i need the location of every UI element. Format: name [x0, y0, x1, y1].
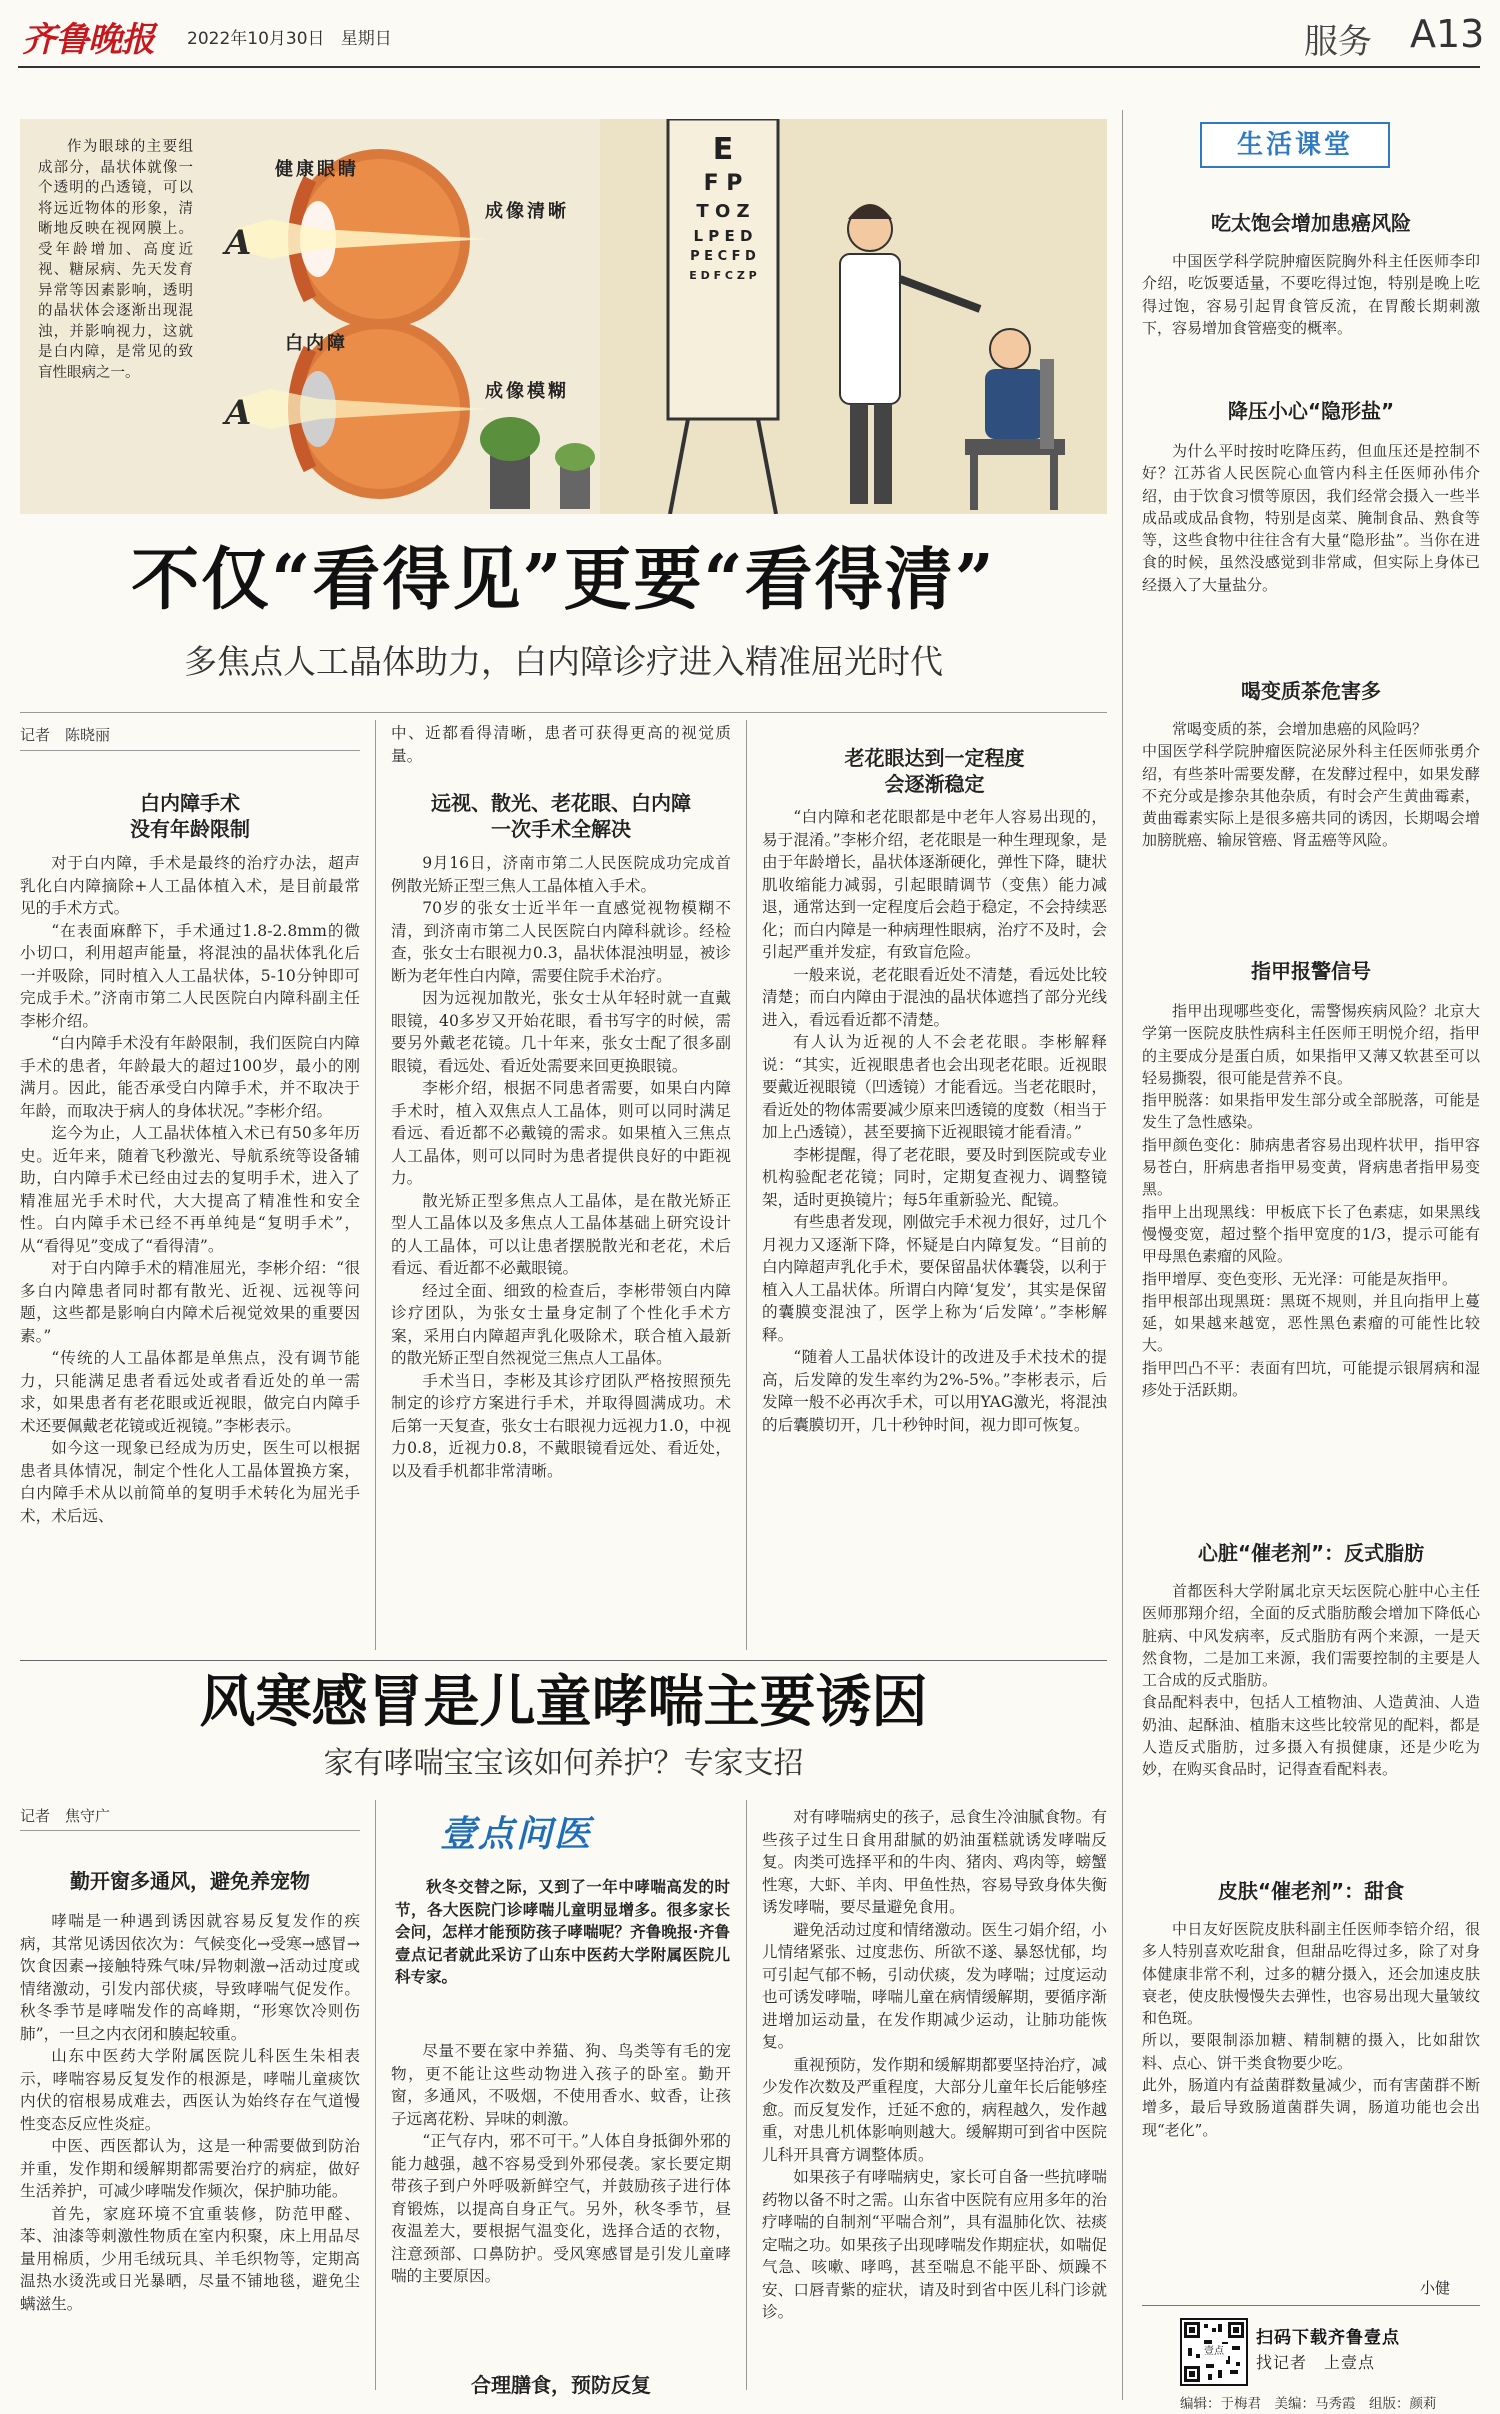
sidebar-body-2: 为什么平时按时吃降压药，但血压还是控制不好？江苏省人民医院心血管内科主任医师孙伟介绍，由于饮食习惯等原因，我们经常会摄入一些半成品或成品食物，特别是卤菜、腌制食品、熟食等等，这些食物中往往含有大量“隐形盐”。当你在进食的时候，虽然没感觉到非常咸，但实际上身体已经摄入了大量盐分。: [1142, 442, 1480, 594]
section-name: 服务: [1304, 22, 1372, 62]
article1-subtitle: 多焦点人工晶体助力，白内障诊疗进入精准屈光时代: [184, 642, 943, 681]
article2-byline: 记者 焦守广: [20, 1807, 111, 1825]
issue-weekday: 星期日: [340, 29, 392, 49]
article2-col3-body: 对有哮喘病史的孩子，忌食生冷油腻食物。有些孩子过生日食用甜腻的奶油蛋糕就诱发哮喘反复。肉类可选择平和的牛肉、猪肉、鸡肉等，螃蟹性寒，大虾、羊肉、甲鱼性热，容易导致身体失衡诱发哮喘，要尽量避免食用。 避免活动过度和情绪激动。医生刁娟介绍，小儿情绪紧张、过度悲伤、所欲不遂、暴怒忧郁，均可引起气郁不畅，引动伏痰，发为哮喘；过度运动也可诱发哮喘，哮喘儿童在病情缓解期，要循序渐进增加运动量，在发作期减少运动，让肺功能恢复。 重视预防，发作期和缓解期都要坚持治疗，减少发作次数及严重程度，大部分儿童年长后能够痊愈。而反复发作，迁延不愈的，病程越久，发作越重，对患儿机体影响则越大。缓解期可到省中医院儿科开具膏方调整体质。 如果孩子有哮喘病史，家长可自备一些抗哮喘药物以备不时之需。山东省中医院有应用多年的治疗哮喘的自制剂“平喘合剂”，具有温肺化饮、祛痰定喘之功。如果孩子出现哮喘发作期症状，如喘促气急、咳嗽、哮鸣，甚至喘息不能平卧、烦躁不安、口唇青紫的症状，请及时到省中医儿科门诊就诊。: [762, 1808, 1107, 2321]
page-credits: 编辑：于梅君 美编：马秀霞 组版：颜莉: [1180, 2396, 1437, 2412]
qr-code-icon[interactable]: [1180, 2318, 1248, 2386]
sidebar-body-6: 中日友好医院皮肤科副主任医师李锫介绍，很多人特别喜欢吃甜食，但甜品吃得过多，除了对身体健康非常不利，过多的糖分摄入，还会加速皮肤衰老，使皮肤慢慢失去弹性，也容易出现大量皱纹和色斑。 所以，要限制添加糖、精制糖的摄入，比如甜饮料、点心、饼干类食物要少吃。 此外，肠道内有益菌群数量减少，而有害菌群不断增多，最后导致肠道菌群失调，肠道功能也会出现“老化”。: [1142, 1920, 1480, 2139]
sidebar-heading-6: 皮肤“催老剂”：甜食: [1217, 1879, 1405, 1903]
svg-text:A: A: [225, 393, 252, 433]
sidebar-body-1: 中国医学科学院肿瘤医院胸外科主任医师李印介绍，吃饭要适量，不要吃得过饱，特别是晚上吃得过饱，容易引起胃食管反流，在胃酸长期刺激下，容易增加食管癌变的概率。: [1142, 252, 1480, 337]
badge-yidian-wenyi: 壹点问医: [440, 1814, 593, 1855]
article2-intro: 秋冬交替之际，又到了一年中哮喘高发的时节，各大医院门诊哮喘儿童明显增多。很多家长会问，怎样才能预防孩子哮喘呢？齐鲁晚报·齐鲁壹点记者就此采访了山东中医药大学附属医院儿科专家。: [395, 1878, 730, 1986]
article1-col2-lead: 中、近都看得清晰，患者可获得更高的视觉质量。: [391, 724, 731, 765]
label-healthy-eye: 健康眼睛: [275, 159, 359, 180]
sidebar-body-4: 指甲出现哪些变化，需警惕疾病风险？北京大学第一医院皮肤性病科主任医师王明悦介绍，指甲的主要成分是蛋白质，如果指甲又薄又软甚至可以轻易撕裂，很可能是营养不良。 指甲脱落：如果指甲发生部分或全部脱落，可能是发生了急性感染。 指甲颜色变化：肺病患者容易出现杵状甲，指甲容易苍白，肝病患者指甲易变黄，肾病患者指甲易变黑。 指甲上出现黑线：甲板底下长了色素痣，如果黑线慢慢变宽，超过整个指甲宽度的1/3，提示可能有甲母黑色素瘤的风险。 指甲增厚、变色变形、无光泽：可能是灰指甲。 指甲根部出现黑斑：黑斑不规则，并且向指甲上蔓延，如果越来越宽，恶性黑色素瘤的可能性比较大。 指甲凹凸不平：表面有凹坑，可能提示银屑病和湿疹处于活跃期。: [1142, 1002, 1480, 1400]
article1-col2-body: 9月16日，济南市第二人民医院成功完成首例散光矫正型三焦人工晶体植入手术。 70岁的张女士近半年一直感觉视物模糊不清，到济南市第二人民医院白内障科就诊。经检查，张女士右眼视力0.3，晶状体混浊明显，被诊断为老年性白内障，需要住院手术治疗。 因为远视加散光，张女士从年轻时就一直戴眼镜，40多岁又开始花眼，看书写字的时候，需要另外戴老花镜。几十年来，张女士配了很多副眼镜，看远处、看近处需要来回更换眼镜。 李彬介绍，根据不同患者需要，如果白内障手术时，植入双焦点人工晶体，则可以同时满足看远、看近都不必戴镜的需求。如果植入三焦点人工晶体，则可以同时为患者提供良好的中距视力。 散光矫正型多焦点人工晶体，是在散光矫正型人工晶体以及多焦点人工晶体基础上研究设计的人工晶体，可以让患者摆脱散光和老花，术后看远、看近都不必戴眼镜。 经过全面、细致的检查后，李彬带领白内障诊疗团队，为张女士量身定制了个性化手术方案，采用白内障超声乳化吸除术，联合植入最新的散光矫正型自然视觉三焦点人工晶体。 手术当日，李彬及其诊疗团队严格按照预先制定的诊疗方案进行手术，并取得圆满成功。术后第一天复查，张女士右眼视力远视力1.0，中视力0.8，近视力0.8，不戴眼镜看远处、看近处，以及看手机都非常清晰。: [391, 854, 731, 1480]
illustration-caption: 作为眼球的主要组成部分，晶状体就像一个透明的凸透镜，可以将远近物体的形象，清晰地反映在视网膜上。受年龄增加、高度近视、糖尿病、先天发育异常等因素影响，透明的晶状体会逐渐出现混浊，并影响视力，这就是白内障，是常见的致盲性眼病之一。: [38, 139, 193, 381]
sidebar-heading-2: 降压小心“隐形盐”: [1227, 399, 1395, 423]
label-clear-image: 成像清晰: [485, 201, 569, 222]
eye-chart-letters: E F P T O Z L P E D P E C F D E D F C Z P: [689, 132, 757, 282]
newspaper-logo: 齐鲁晚报: [22, 20, 154, 60]
sidebar-body-5: 首都医科大学附属北京天坛医院心脏中心主任医师那翔介绍，全面的反式脂肪酸会增加下降低心脏病、中风发病率，反式脂肪有两个来源，一是天然食物，二是加工来源，我们需要控制的主要是人工合成的反式脂肪。 食品配料表中，包括人工植物油、人造黄油、人造奶油、起酥油、植脂末这些比较常见的配料，都是人造反式脂肪，过多摄入有损健康，还是少吃为妙，在购买食品时，记得查看配料表。: [1142, 1582, 1480, 1779]
article2-col1-body: 哮喘是一种遇到诱因就容易反复发作的疾病，其常见诱因依次为：气候变化→受寒→感冒→饮食因素→接触特殊气味/异物刺激→活动过度或情绪激动，引发内部伏痰，导致哮喘气促发作。秋冬季节是哮喘发作的高峰期，“形寒饮冷则伤肺”，一旦之内衣闭和腠起较重。 山东中医药大学附属医院儿科医生朱相表示，哮喘容易反复发作的根源是，哮喘儿童痰饮内伏的宿根易成难去，西医认为始终存在气道慢性变态反应性炎症。 中医、西医都认为，这是一种需要做到防治并重，发作期和缓解期都需要治疗的病症，做好生活养护，可减少哮喘发作频次，保护肺功能。 首先，家庭环境不宜重装修，防范甲醛、苯、油漆等刺激性物质在室内积聚，床上用品尽量用棉质，少用毛绒玩具、羊毛织物等，定期高温热水烫洗或日光暴晒，尽量不铺地毯，避免尘螨滋生。: [20, 1912, 360, 2313]
article1-col3-body: “白内障和老花眼都是中老年人容易出现的，易于混淆。”李彬介绍，老花眼是一种生理现象，是由于年龄增长，晶状体逐渐硬化，弹性下降，睫状肌收缩能力减弱，引起眼睛调节（变焦）能力减退，通常达到一定程度后会趋于稳定，不会持续恶化；而白内障是一种病理性眼病，治疗不及时，会引起严重并发症，有致盲危险。 一般来说，老花眼看近处不清楚，看远处比较清楚；而白内障由于混浊的晶状体遮挡了部分光线进入，看远看近都不清楚。 有人认为近视的人不会老花眼。李彬解释说：“其实，近视眼患者也会出现老花眼。近视眼要戴近视眼镜（凹透镜）才能看远。当老花眼时，看近处的物体需要减少原来凹透镜的度数（相当于加上凸透镜），甚至要摘下近视眼镜才能看清。” 李彬提醒，得了老花眼，要及时到医院或专业机构验配老花镜；同时，定期复查视力、调整镜架，适时更换镜片；每5年重新验光、配镜。 有些患者发现，刚做完手术视力很好，过几个月视力又逐渐下降，怀疑是白内障复发。“目前的白内障超声乳化手术，要保留晶状体囊袋，以利于植入人工晶状体。所谓白内障‘复发’，其实是保留的囊膜变混浊了，医学上称为‘后发障’。”李彬解释。 “随着人工晶状体设计的改进及手术技术的提高，后发障的发生率约为2%-5%。”李彬表示，后发障一般不必再次手术，可以用YAG激光，将混浊的后囊膜切开，几十秒钟时间，视力即可恢复。: [762, 808, 1107, 1434]
article2-col2-heading: 合理膳食，预防反复: [471, 2373, 651, 2397]
eye-illustration: [20, 119, 1107, 514]
sidebar-heading-5: 心脏“催老剂”：反式脂肪: [1197, 1541, 1425, 1565]
article2-col1-heading: 勤开窗多通风，避免养宠物: [70, 1869, 310, 1893]
article2-title: 风寒感冒是儿童哮喘主要诱因: [199, 1669, 928, 1735]
qr-center-label: 壹点: [1200, 2344, 1228, 2360]
sidebar-heading-3: 喝变质茶危害多: [1241, 679, 1381, 703]
article2-col2-body: 尽量不要在家中养猫、狗、鸟类等有毛的宠物，更不能让这些动物进入孩子的卧室。勤开窗，多通风，不吸烟，不使用香水、蚊香，让孩子远离花粉、异味的刺激。 “正气存内，邪不可干。”人体自身抵御外邪的能力越强，越不容易受到外邪侵袭。家长要定期带孩子到户外呼吸新鲜空气，并鼓励孩子进行体育锻炼，以提高自身正气。另外，秋冬季节，昼夜温差大，要根据气温变化，选择合适的衣物，注意颈部、口鼻防护。受风寒感冒是引发儿童哮喘的主要原因。: [391, 2042, 731, 2285]
qr-caption-1: 扫码下载齐鲁壹点: [1256, 2328, 1400, 2348]
article1-col1-body: 对于白内障，手术是最终的治疗办法，超声乳化白内障摘除+人工晶体植入术，是目前最常见的手术方式。 “在表面麻醉下，手术通过1.8-2.8mm的微小切口，利用超声能量，将混浊的晶状体乳化后一并吸除，同时植入人工晶状体，5-10分钟即可完成手术。”济南市第二人民医院白内障科副主任李彬介绍。 “白内障手术没有年龄限制，我们医院白内障手术的患者，年龄最大的超过100岁，最小的刚满月。因此，能否承受白内障手术，并不取决于年龄，而取决于病人的身体状况。”李彬介绍。 迄今为止，人工晶状体植入术已有50多年历史。近年来，随着飞秒激光、导航系统等设备辅助，白内障手术已经由过去的复明手术，进入了精准屈光手术时代，大大提高了精准性和安全性。白内障手术已经不再单纯是“复明手术”，从“看得见”变成了“看得清”。 对于白内障手术的精准屈光，李彬介绍：“很多白内障患者同时都有散光、近视、远视等问题，这些都是影响白内障术后视觉效果的重要因素。” “传统的人工晶体都是单焦点，没有调节能力，只能满足患者看远处或者看近处的单一需求，如果患者有老花眼或近视眼，做完白内障手术还要佩戴老花镜或近视镜。”李彬表示。 如今这一现象已经成为历史，医生可以根据患者具体情况，制定个性化人工晶体置换方案，白内障手术从以前简单的复明手术转化为屈光手术，术后远、: [20, 854, 360, 1525]
article1-title: 不仅“看得见”更要“看得清”: [131, 540, 996, 620]
article2-subtitle: 家有哮喘宝宝该如何养护？专家支招: [323, 1746, 804, 1781]
issue-date: 2022年10月30日: [187, 29, 325, 49]
label-blurry-image: 成像模糊: [485, 381, 569, 402]
article1-col2-heading: 远视、散光、老花眼、白内障 一次手术全解决: [431, 791, 691, 841]
article1-col1-heading: 白内障手术 没有年龄限制: [130, 791, 250, 841]
sidebar-heading-4: 指甲报警信号: [1251, 959, 1371, 983]
sidebar-body-3: 常喝变质的茶，会增加患癌的风险吗？ 中国医学科学院肿瘤医院泌尿外科主任医师张勇介绍，有些茶叶需要发酵，在发酵过程中，如果发酵不充分或是掺杂其他杂质，有时会产生黄曲霉素，黄曲霉素实际上是很多癌共同的诱因，长期喝会增加膀胱癌、输尿管癌、肾盂癌等风险。: [1142, 720, 1480, 850]
page-number: A13: [1410, 12, 1485, 56]
svg-text:A: A: [225, 223, 252, 263]
sidebar-heading-1: 吃太饱会增加患癌风险: [1211, 211, 1411, 235]
sidebar-signature: 小健: [1420, 2279, 1451, 2297]
article1-col3-heading: 老花眼达到一定程度 会逐渐稳定: [844, 746, 1025, 796]
masthead: [0, 0, 1500, 68]
label-cataract: 白内障: [285, 333, 348, 354]
sidebar-tag: 生活课堂: [1200, 122, 1390, 168]
qr-caption-2: 找记者 上壹点: [1256, 2353, 1376, 2372]
article1-byline: 记者 陈晓丽: [20, 726, 111, 744]
